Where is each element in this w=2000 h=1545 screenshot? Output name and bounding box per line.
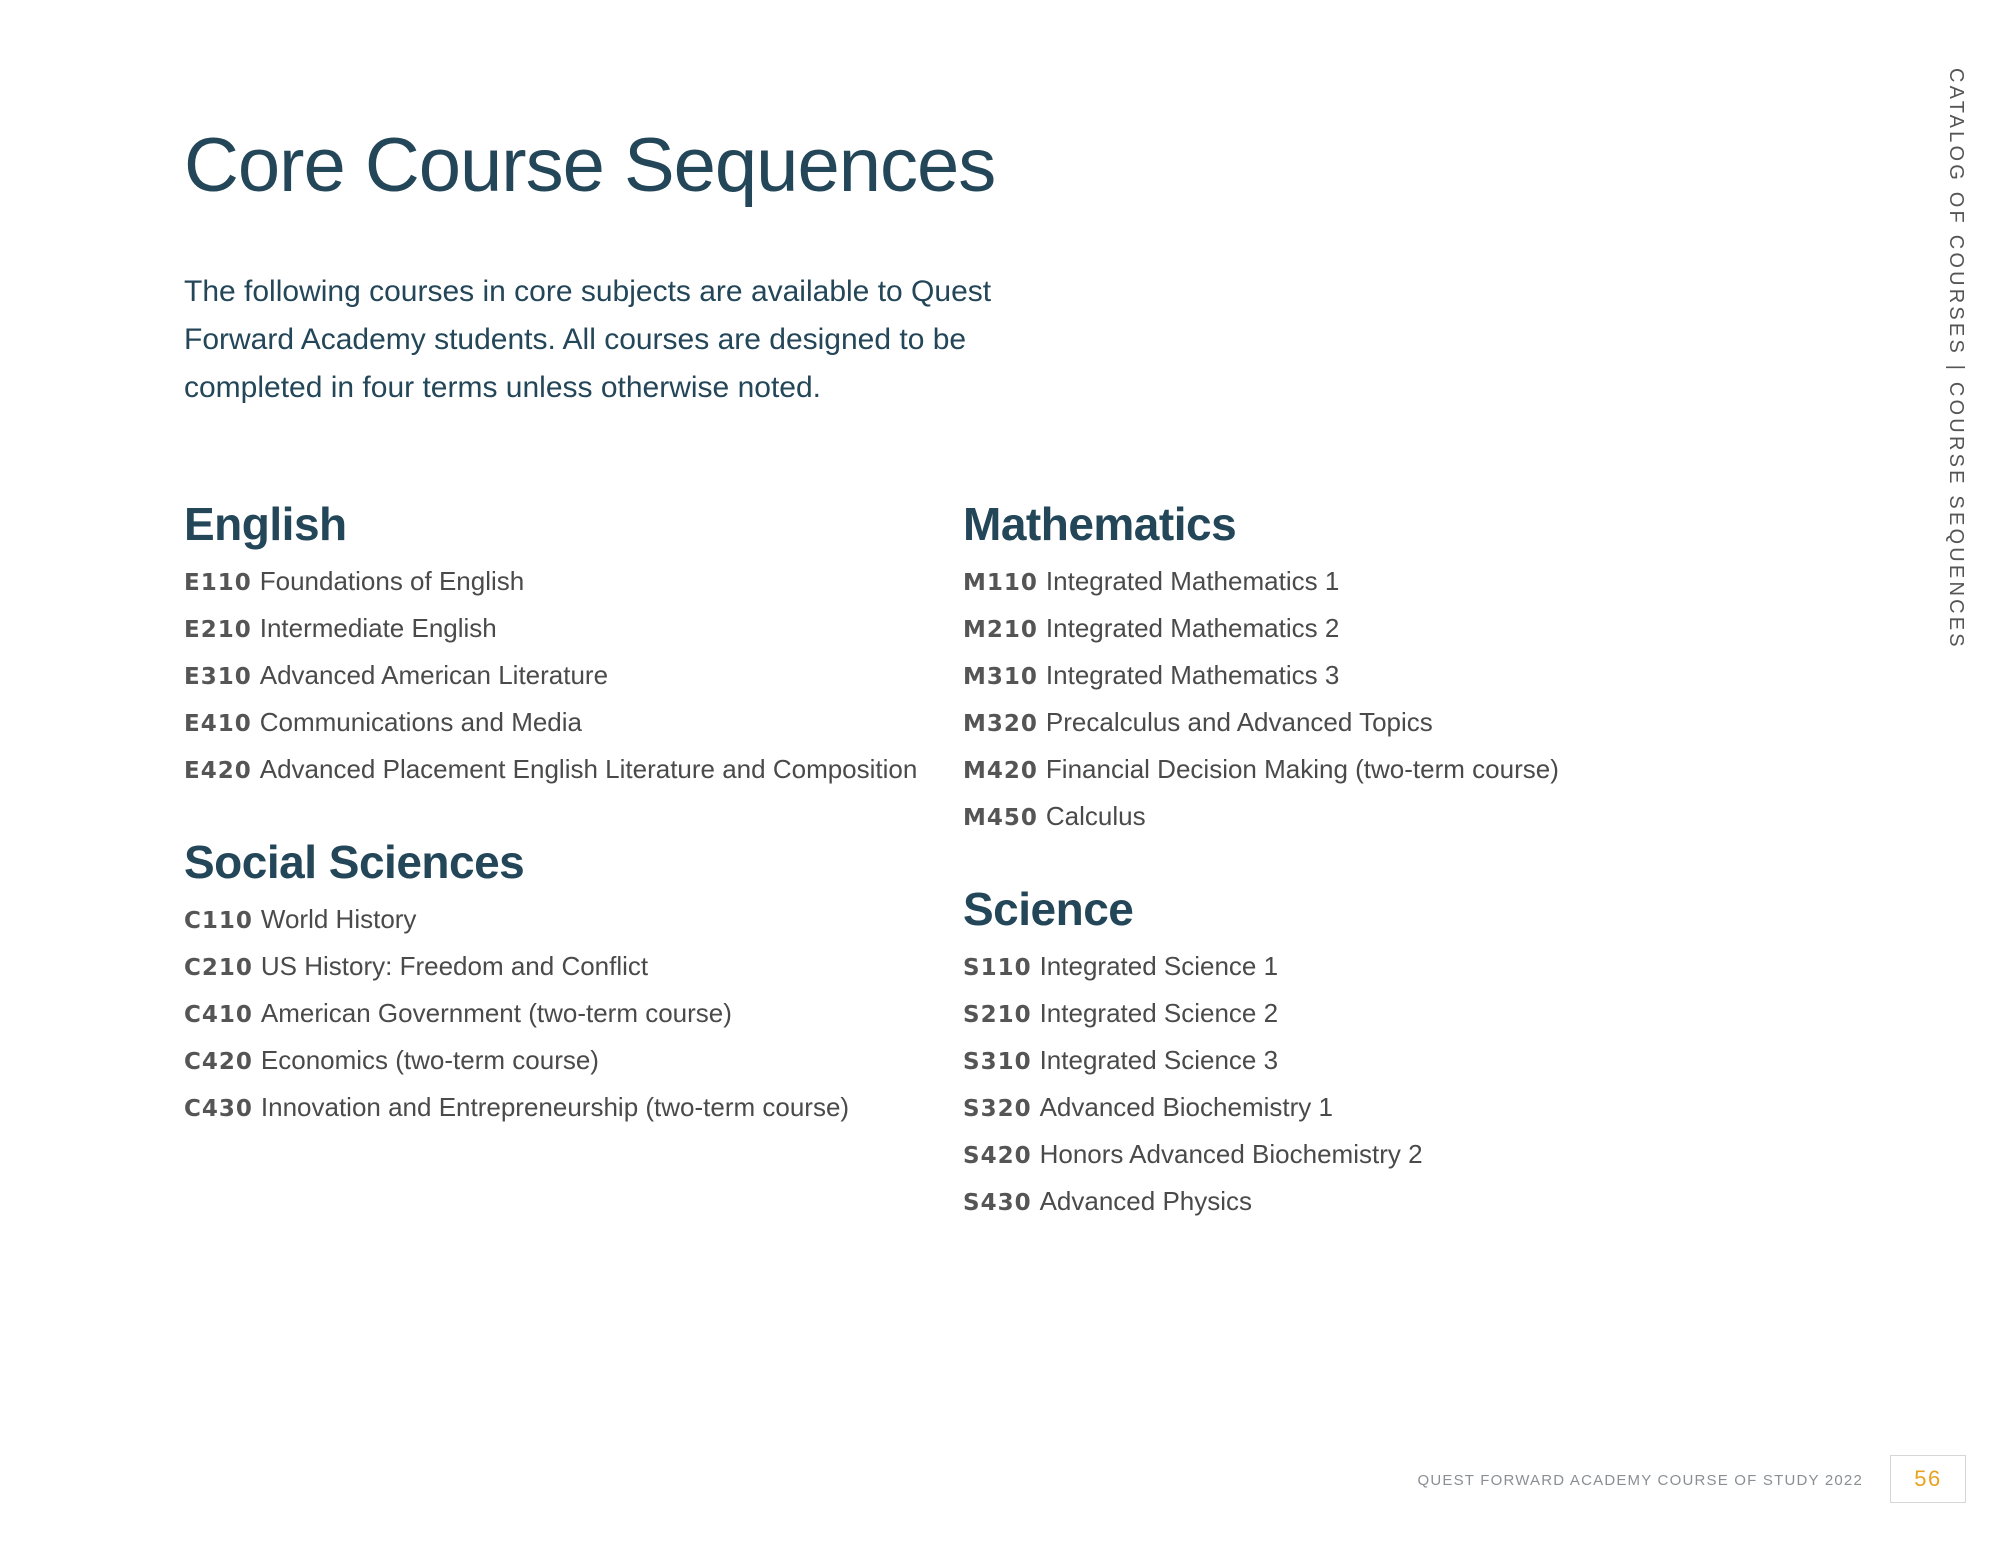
course-name: Financial Decision Making (two-term course) [1045,754,1559,784]
page-title: Core Course Sequences [184,123,996,208]
course-name: Foundations of English [259,566,525,596]
mathematics-section [963,496,1559,840]
course-item [184,699,917,746]
course-code: C420 [184,1049,253,1075]
course-item [963,1178,1423,1225]
course-name: Intermediate English [259,613,497,643]
course-code: S110 [963,955,1032,981]
course-item [963,943,1423,990]
course-code: S430 [963,1190,1032,1216]
section-heading: Mathematics [963,498,1237,550]
course-item [963,1037,1423,1084]
course-name: Communications and Media [259,707,583,737]
course-code: C430 [184,1096,253,1122]
course-item [184,605,917,652]
course-list [184,558,917,793]
page-number-value: 56 [1914,1466,1942,1491]
intro-paragraph: The following courses in core subjects are available to Quest Forward Academy students. All courses are designed to be completed in four terms unless otherwise noted. [184,275,992,404]
course-item [184,652,917,699]
course-code: M210 [963,617,1038,643]
course-list [184,896,849,1131]
course-name: Integrated Science 1 [1039,951,1279,981]
course-item [963,605,1559,652]
footer-publication-title: QUEST FORWARD ACADEMY COURSE OF STUDY 2022 [1417,1472,1863,1489]
english-section [184,496,917,793]
course-item [963,1084,1423,1131]
course-code: C210 [184,955,253,981]
course-item [184,1084,849,1131]
course-item [184,990,849,1037]
course-code: C110 [184,908,253,934]
course-code: S310 [963,1049,1032,1075]
course-name: Advanced American Literature [259,660,609,690]
course-code: E310 [184,664,252,690]
science-section [963,881,1423,1225]
course-name: American Government (two-term course) [260,998,732,1028]
course-item [963,558,1559,605]
course-name: Integrated Science 2 [1039,998,1279,1028]
course-name: Innovation and Entrepreneurship (two-term course) [260,1092,850,1122]
course-name: Precalculus and Advanced Topics [1045,707,1433,737]
section-heading: English [184,498,347,550]
page-number [1890,1455,1966,1503]
course-code: M450 [963,805,1038,831]
course-name: Advanced Placement English Literature and Composition [259,754,918,784]
course-item [184,896,849,943]
course-item [184,1037,849,1084]
course-name: US History: Freedom and Conflict [260,951,649,981]
course-item [184,746,917,793]
course-code: C410 [184,1002,253,1028]
course-item [963,793,1559,840]
course-code: E410 [184,711,252,737]
course-code: E110 [184,570,252,596]
course-item [184,943,849,990]
course-code: S420 [963,1143,1032,1169]
course-code: S320 [963,1096,1032,1122]
course-code: M110 [963,570,1038,596]
course-name: Integrated Mathematics 1 [1045,566,1340,596]
course-item [963,1131,1423,1178]
course-name: World History [260,904,417,934]
course-code: M320 [963,711,1038,737]
course-code: E210 [184,617,252,643]
course-code: S210 [963,1002,1032,1028]
side-running-header: CATALOG OF COURSES | COURSE SEQUENCES [1945,68,1967,650]
course-code: M310 [963,664,1038,690]
section-heading: Science [963,883,1134,935]
course-list [963,943,1423,1225]
course-name: Advanced Physics [1039,1186,1253,1216]
course-name: Integrated Mathematics 3 [1045,660,1340,690]
course-name: Integrated Science 3 [1039,1045,1279,1075]
course-code: M420 [963,758,1038,784]
social-sciences-section [184,834,849,1131]
section-heading: Social Sciences [184,836,525,888]
course-name: Honors Advanced Biochemistry 2 [1039,1139,1423,1169]
course-item [963,746,1559,793]
course-code: E420 [184,758,252,784]
course-item [963,990,1423,1037]
course-item [963,699,1559,746]
course-name: Economics (two-term course) [260,1045,599,1075]
course-item [963,652,1559,699]
course-name: Calculus [1045,801,1146,831]
course-name: Advanced Biochemistry 1 [1039,1092,1333,1122]
course-name: Integrated Mathematics 2 [1045,613,1340,643]
course-item [184,558,917,605]
course-list [963,558,1559,840]
